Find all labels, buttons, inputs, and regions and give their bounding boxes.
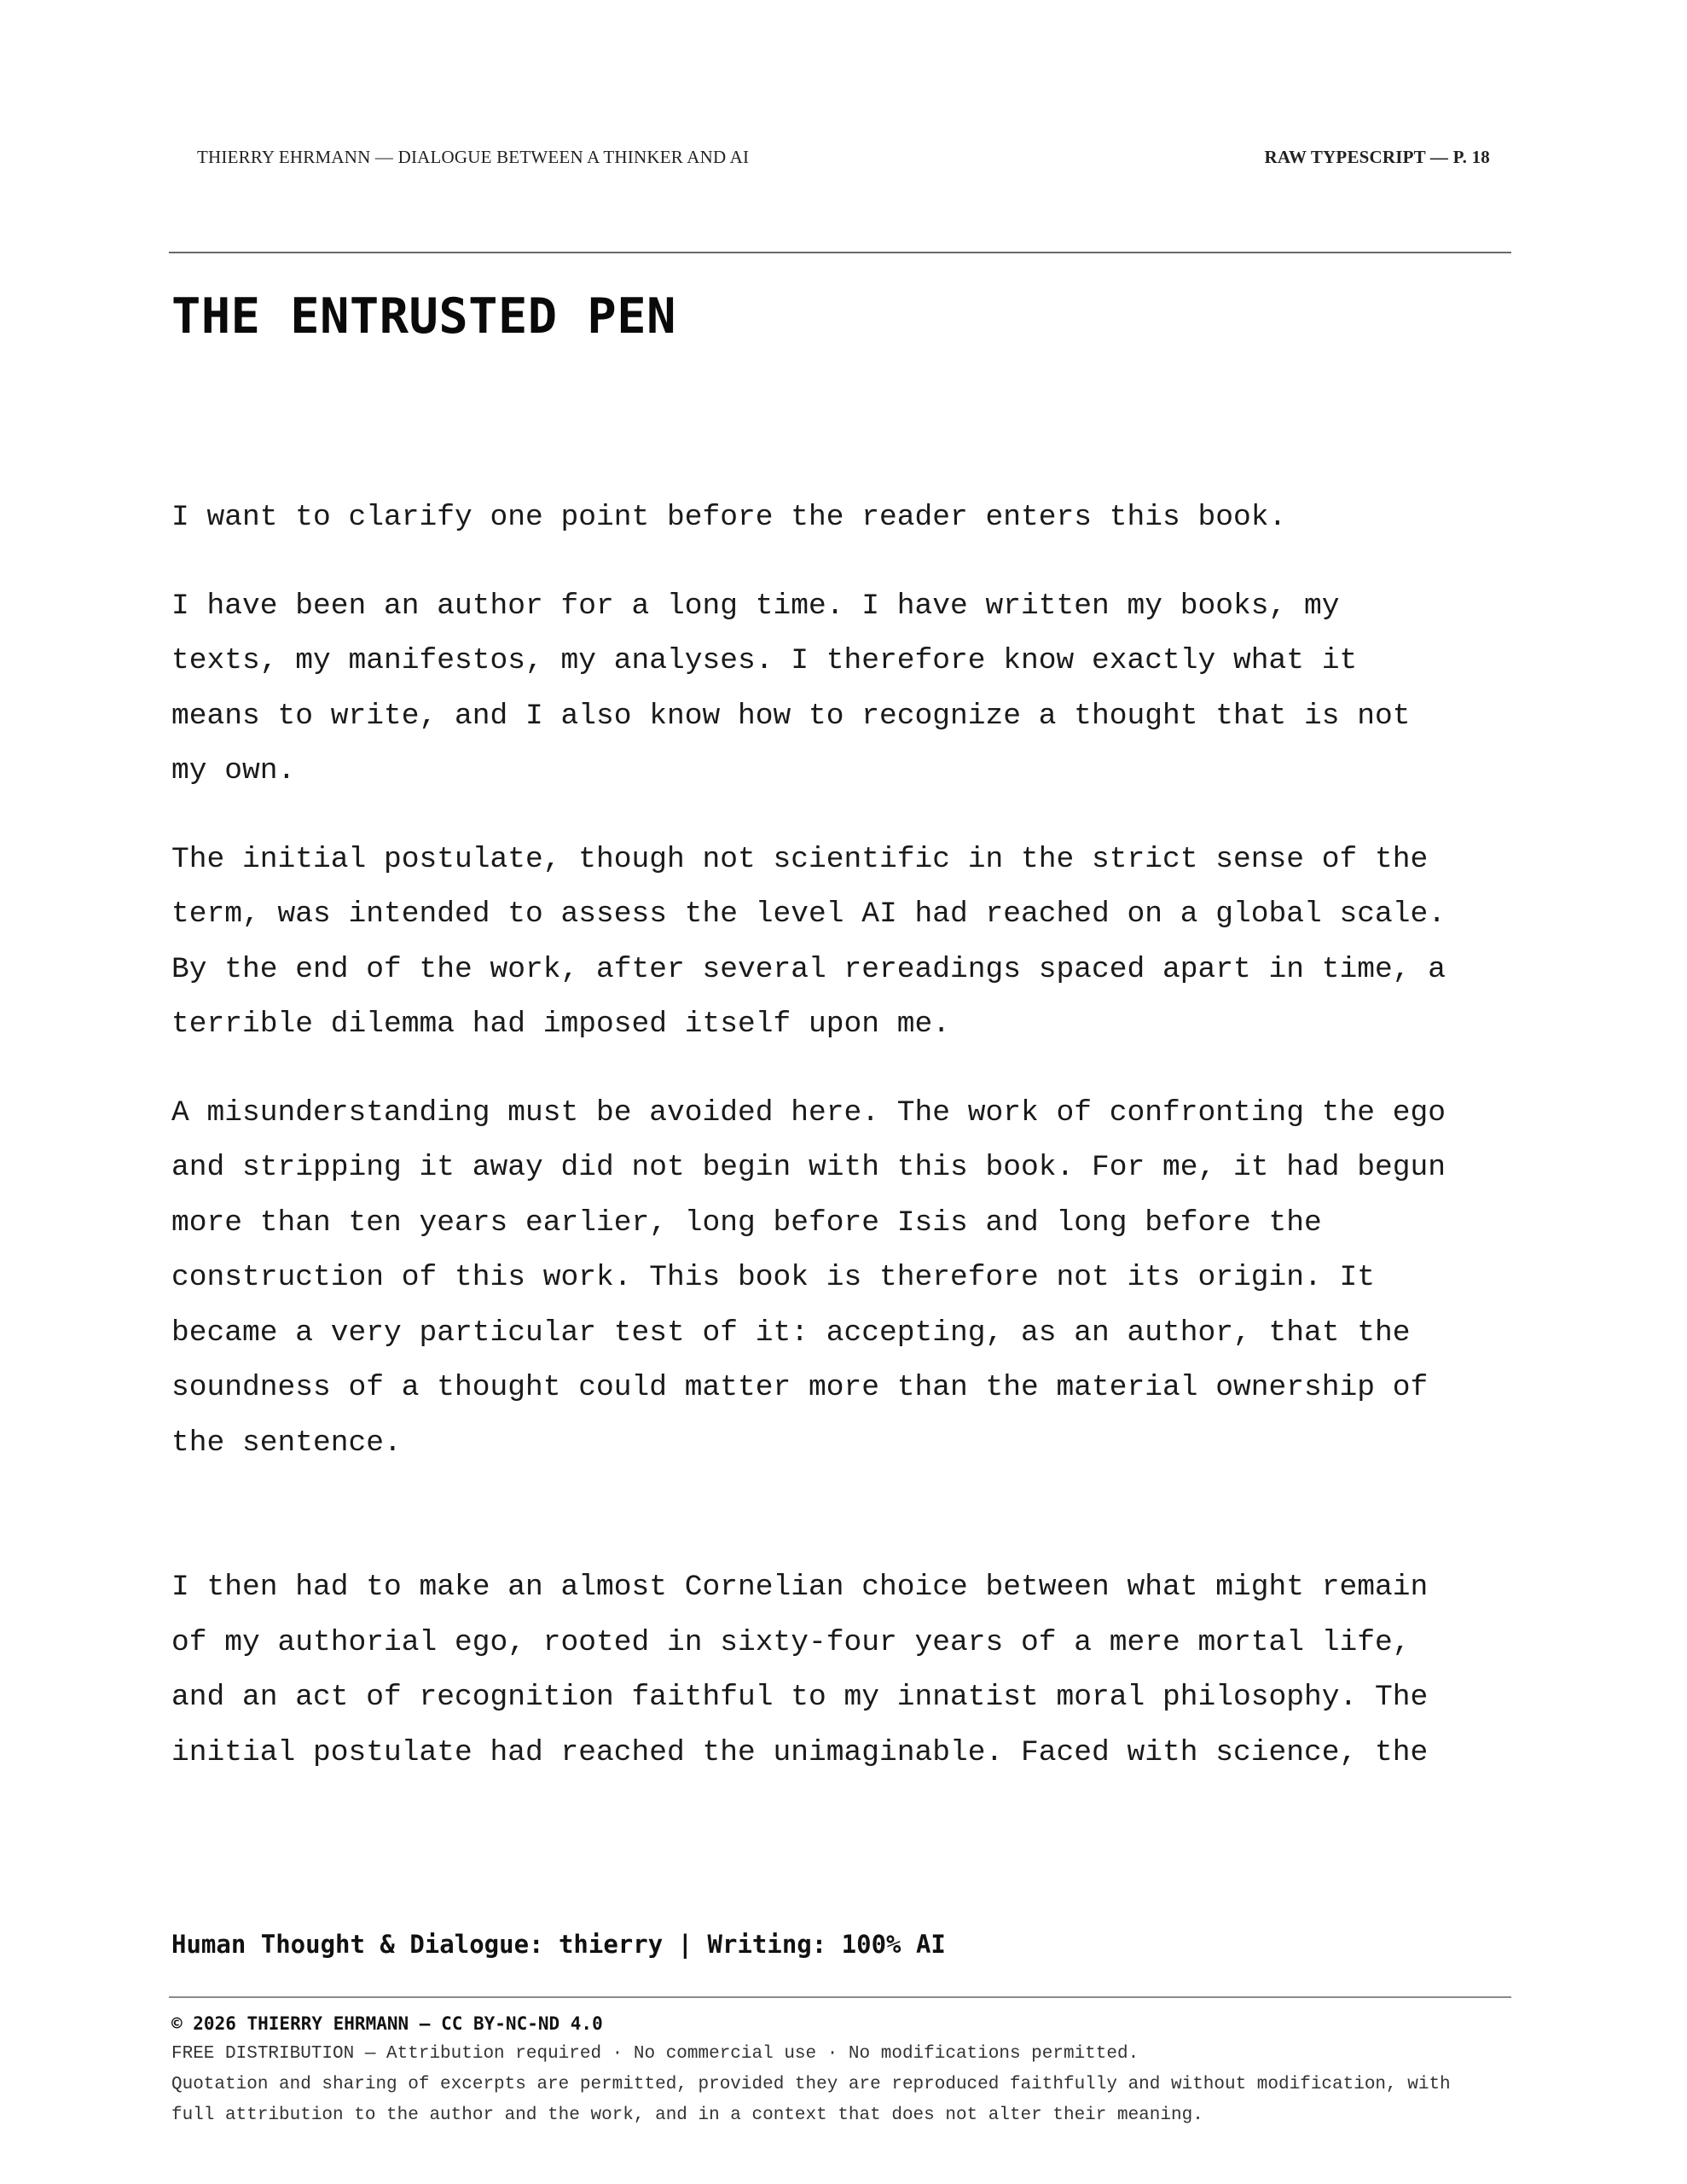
running-header (197, 147, 1490, 174)
running-title: THIERRY EHRMANN — DIALOGUE BETWEEN A THINKER AND AI (197, 147, 750, 167)
notice-line: Quotation and sharing of excerpts are permitted, provided they are reproduced faithfully and without modification, with (171, 2075, 1451, 2094)
text-line: The initial postulate, though not scientific in the strict sense of the (171, 842, 1429, 876)
chapter-title: THE ENTRUSTED PEN (171, 288, 676, 345)
paragraph-4 (171, 1086, 1519, 1472)
text-line: texts, my manifestos, my analyses. I therefore know exactly what it (171, 644, 1358, 677)
text-line: initial postulate had reached the unimaginable. Faced with science, the (171, 1735, 1429, 1769)
license-line: FREE DISTRIBUTION — Attribution required · No commercial use · No modifications permitted. (171, 2044, 1139, 2064)
text-line: became a very particular test of it: accepting, as an author, that the (171, 1316, 1411, 1350)
paragraph-5 (171, 1560, 1519, 1780)
text-line: my own. (171, 754, 296, 787)
copyright-line: © 2026 THIERRY EHRMANN — CC BY-NC-ND 4.0 (171, 2013, 603, 2034)
text-line: I want to clarify one point before the reader enters this book. (171, 501, 1287, 534)
paragraph-2 (171, 579, 1519, 799)
text-line: means to write, and I also know how to recognize a thought that is not (171, 699, 1411, 733)
writing-attribution: Human Thought & Dialogue: thierry | Writing: 100% AI (171, 1930, 946, 1959)
text-line: and an act of recognition faithful to my innatist moral philosophy. The (171, 1681, 1429, 1714)
text-line: the sentence. (171, 1426, 402, 1460)
paragraph-1 (171, 491, 1519, 546)
text-line: soundness of a thought could matter more than the material ownership of (171, 1371, 1429, 1404)
text-line: of my authorial ego, rooted in sixty-four years of a mere mortal life, (171, 1625, 1411, 1659)
notice-line: full attribution to the author and the work, and in a context that does not alter their meaning. (171, 2106, 1203, 2125)
text-line: A misunderstanding must be avoided here. The work of confronting the ego (171, 1095, 1446, 1130)
text-line: construction of this work. This book is therefore not its origin. It (171, 1261, 1376, 1294)
page-label: RAW TYPESCRIPT — P. 18 (1264, 147, 1490, 167)
paragraph-3 (171, 833, 1519, 1053)
text-line: term, was intended to assess the level AI had reached on a global scale. (171, 897, 1446, 931)
text-line: terrible dilemma had imposed itself upon me. (171, 1008, 951, 1041)
text-line: and stripping it away did not begin with this book. For me, it had begun (171, 1151, 1446, 1184)
text-line: I then had to make an almost Cornelian choice between what might remain (171, 1571, 1429, 1604)
header-divider (169, 252, 1511, 253)
license-notice (171, 2008, 1451, 2131)
footer-divider (169, 1996, 1511, 1998)
text-line: By the end of the work, after several rereadings spaced apart in time, a (171, 952, 1446, 986)
text-line: more than ten years earlier, long before Isis and long before the (171, 1205, 1322, 1240)
body-text (171, 491, 1519, 1814)
text-line: I have been an author for a long time. I have written my books, my (171, 589, 1340, 623)
